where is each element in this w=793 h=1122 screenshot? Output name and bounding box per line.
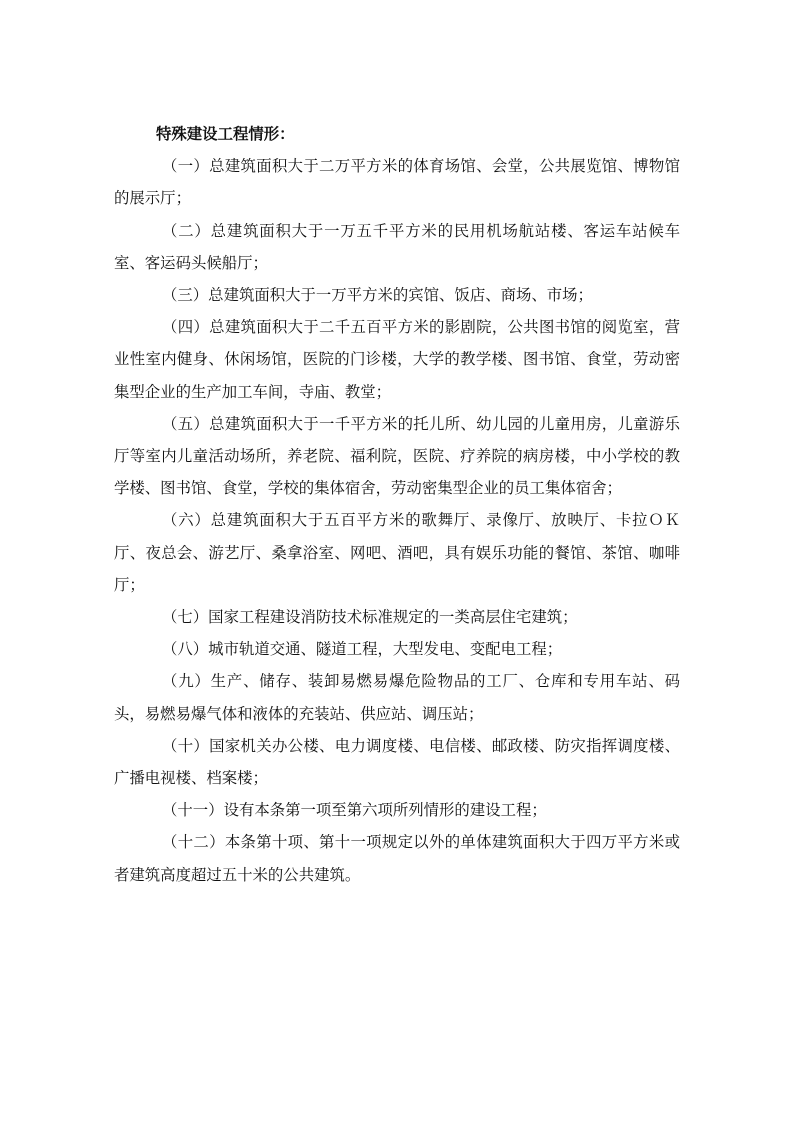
item-3: （三）总建筑面积大于一万平方米的宾馆、饭店、商场、市场；: [162, 286, 593, 305]
item-6: （六）总建筑面积大于五百平方米的歌舞厅、录像厅、放映厅、卡拉ＯＫ厅、夜总会、游艺厅、桑拿浴室、网吧、酒吧，具有娱乐功能的餐馆、茶馆、咖啡厅；: [114, 511, 680, 594]
item-4: （四）总建筑面积大于二千五百平方米的影剧院，公共图书馆的阅览室，营业性室内健身、休闲场馆，医院的门诊楼，大学的教学楼、图书馆、食堂，劳动密集型企业的生产加工车间，寺庙、教堂；: [114, 318, 680, 401]
document-page: [114, 118, 680, 891]
item-2: （二）总建筑面积大于一万五千平方米的民用机场航站楼、客运车站候车室、客运码头候船厅；: [114, 221, 680, 272]
item-1: （一）总建筑面积大于二万平方米的体育场馆、会堂，公共展览馆、博物馆的展示厅；: [114, 157, 680, 208]
item-10: （十）国家机关办公楼、电力调度楼、电信楼、邮政楼、防灾指挥调度楼、广播电视楼、档案楼；: [114, 736, 680, 788]
item-9: （九）生产、储存、装卸易燃易爆危险物品的工厂、仓库和专用车站、码头，易燃易爆气体和液体的充装站、供应站、调压站；: [114, 672, 680, 723]
item-11: （十一）设有本条第一项至第六项所列情形的建设工程；: [162, 801, 547, 820]
item-8: （八）城市轨道交通、隧道工程，大型发电、变配电工程；: [162, 640, 563, 659]
section-title: 特殊建设工程情形：: [156, 125, 295, 143]
item-5: （五）总建筑面积大于一千平方米的托儿所、幼儿园的儿童用房，儿童游乐厅等室内儿童活动场所，养老院、福利院，医院、疗养院的病房楼，中小学校的教学楼、图书馆、食堂，学校的集体宿舍，劳动密集型企业的员工集体宿舍；: [114, 414, 680, 498]
item-7: （七）国家工程建设消防技术标准规定的一类高层住宅建筑；: [162, 608, 578, 627]
item-12: （十二）本条第十项、第十一项规定以外的单体建筑面积大于四万平方米或者建筑高度超过五十米的公共建筑。: [114, 833, 680, 884]
